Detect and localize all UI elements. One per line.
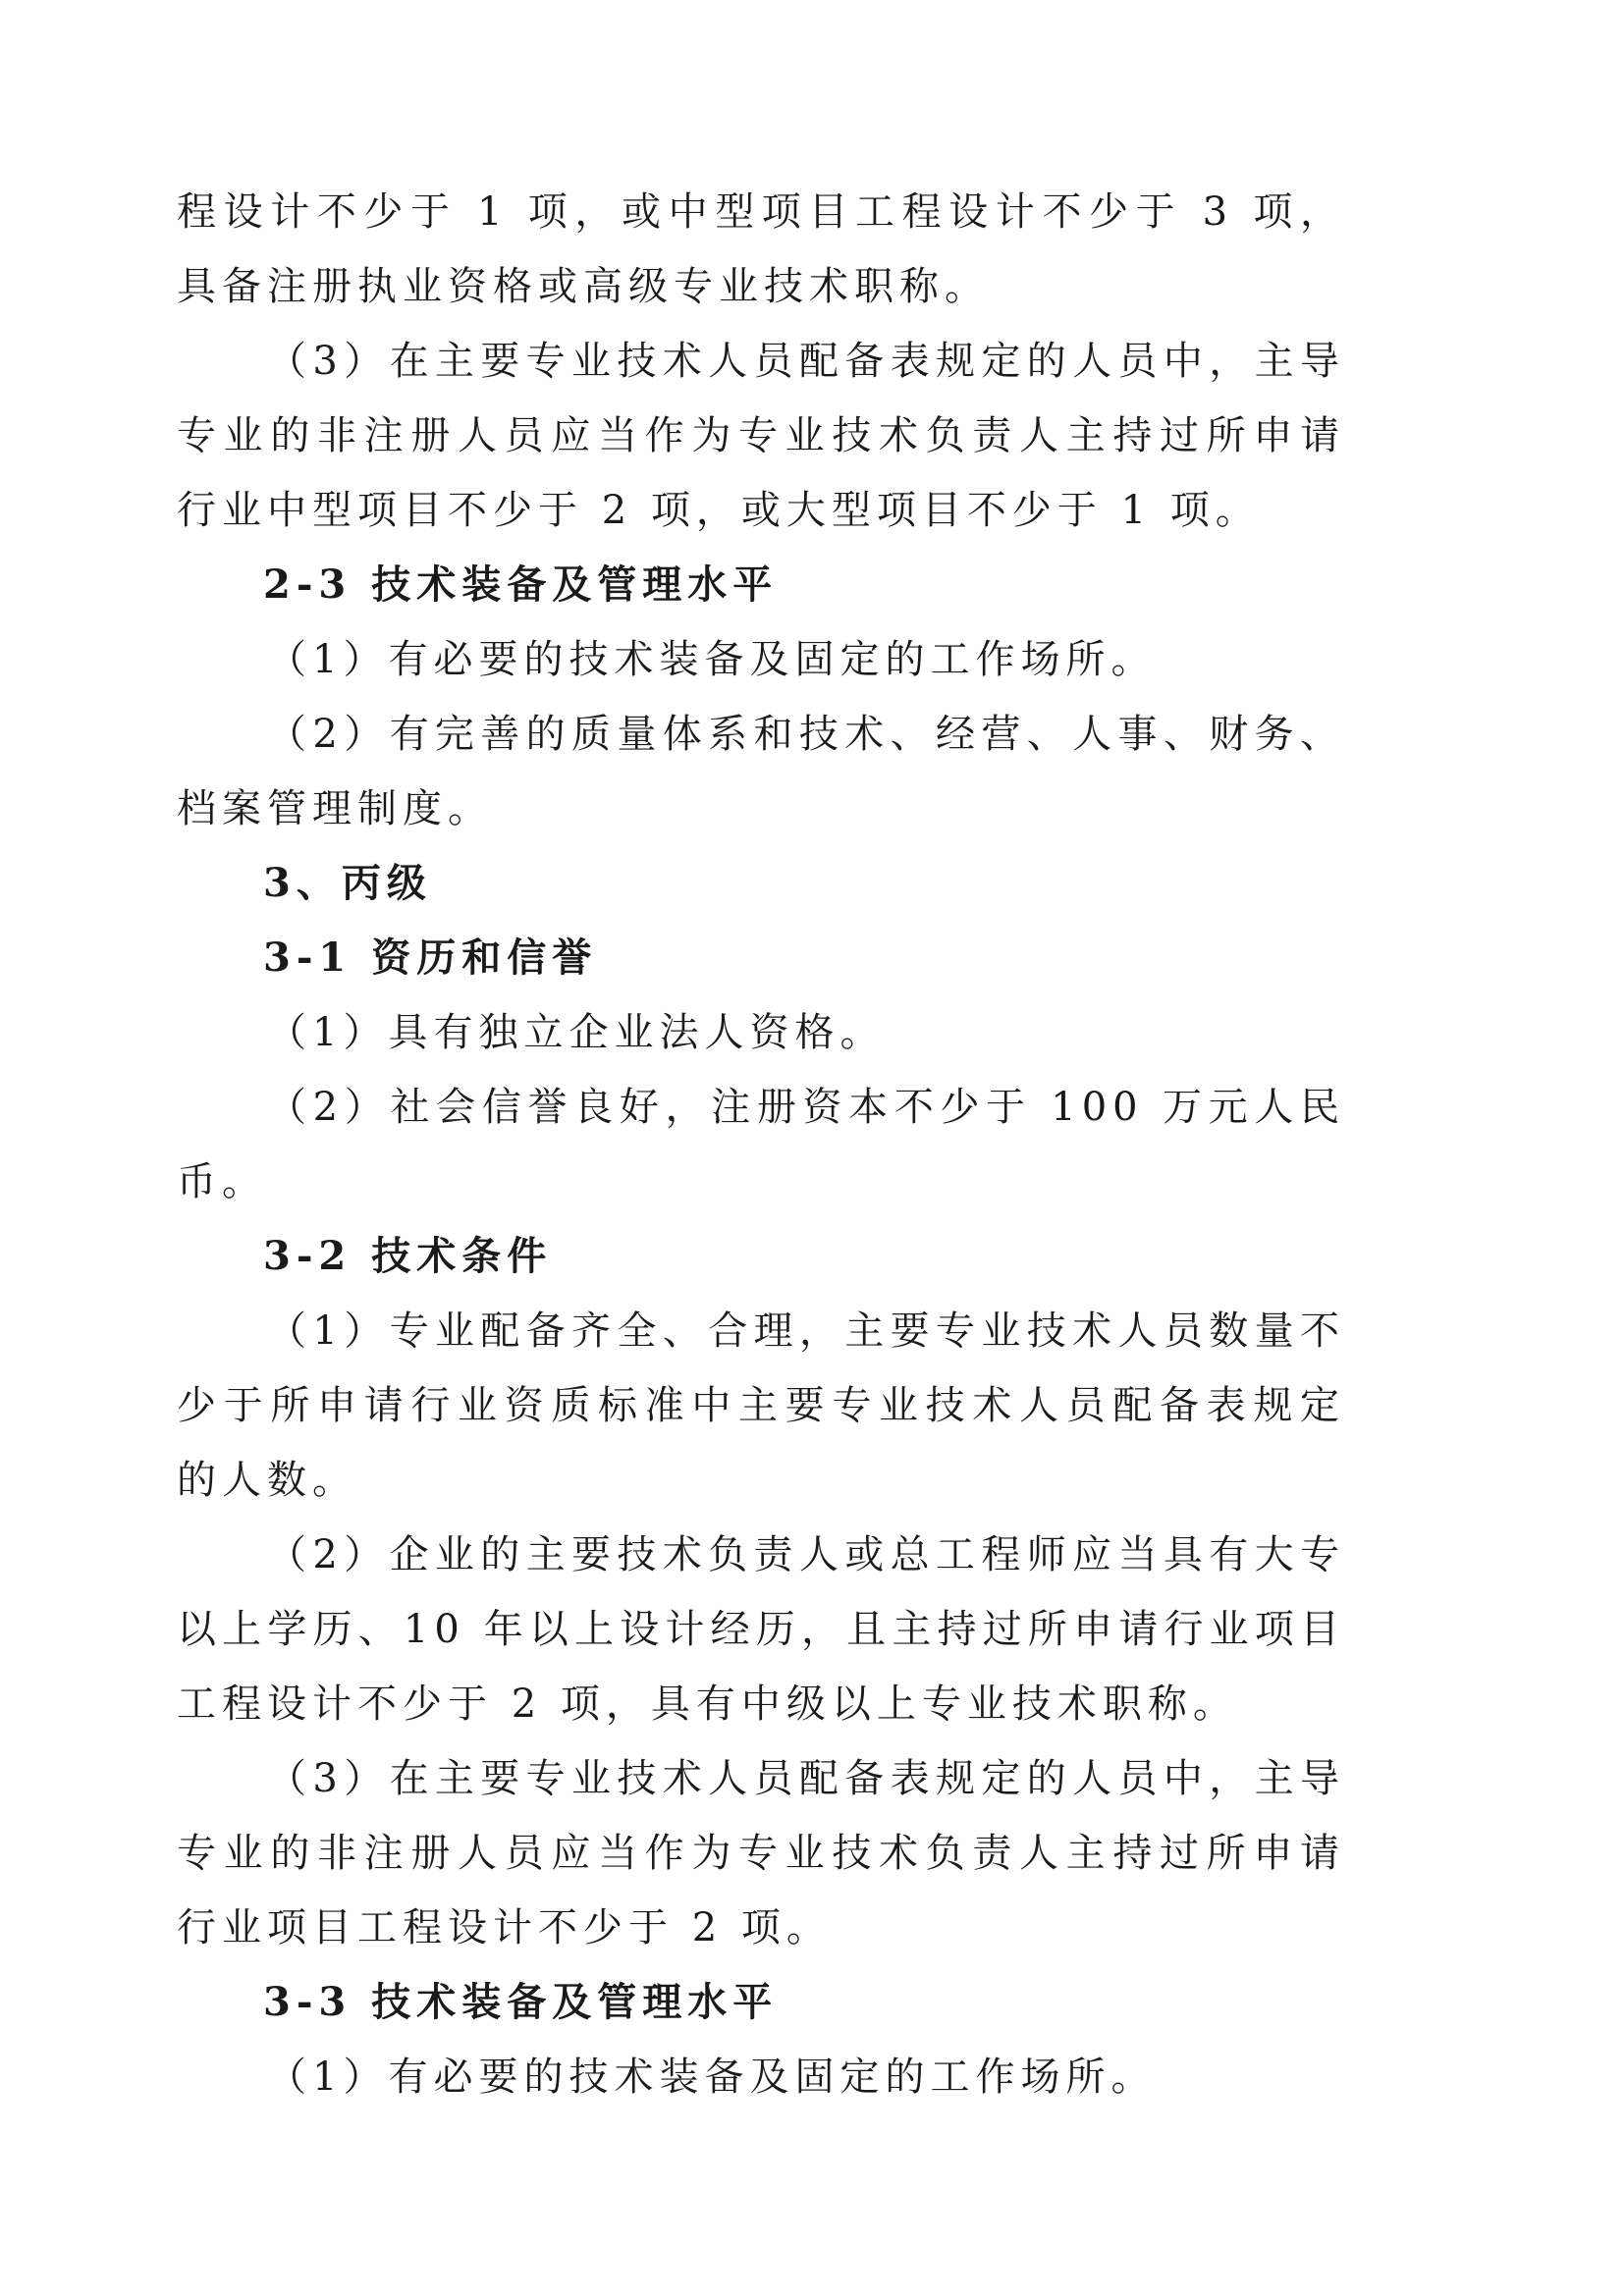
paragraph: （1）具有独立企业法人资格。 [267,1010,886,1055]
paragraph: （2）企业的主要技术负责人或总工程师应当具有大专以上学历、10 年以上设计经历，且主持过所申请行业项目工程设计不少于 2 项，具有中级以上专业技术职称。 [177,1532,1345,1727]
section-heading: 3-2 技术条件 [263,1233,553,1279]
paragraph: （1）专业配备齐全、合理，主要专业技术人员数量不少于所申请行业资质标准中主要专业技术人员配备表规定的人数。 [177,1308,1345,1503]
paragraph: （1）有必要的技术装备及固定的工作场所。 [267,2055,1157,2100]
paragraph: （3）在主要专业技术人员配备表规定的人员中，主导专业的非注册人员应当作为专业技术负责人主持过所申请行业项目工程设计不少于 2 项。 [177,1756,1345,1950]
section-heading: 2-3 技术装备及管理水平 [263,561,779,608]
paragraph: （2）有完善的质量体系和技术、经营、人事、财务、档案管理制度。 [177,712,1345,831]
paragraph-continued: 程设计不少于 1 项，或中型项目工程设计不少于 3 项，具备注册执业资格或高级专业技术职称。 [177,189,1345,309]
paragraph: （2）社会信誉良好，注册资本不少于 100 万元人民币。 [177,1085,1345,1204]
paragraph: （3）在主要专业技术人员配备表规定的人员中，主导专业的非注册人员应当作为专业技术负责人主持过所申请行业中型项目不少于 2 项，或大型项目不少于 1 项。 [177,339,1345,533]
section-heading: 3-3 技术装备及管理水平 [263,1979,779,2025]
paragraph: （1）有必要的技术装备及固定的工作场所。 [267,637,1157,682]
document-body [177,175,1345,2114]
section-heading: 3、丙级 [263,860,432,906]
section-heading: 3-1 资历和信誉 [263,934,598,981]
